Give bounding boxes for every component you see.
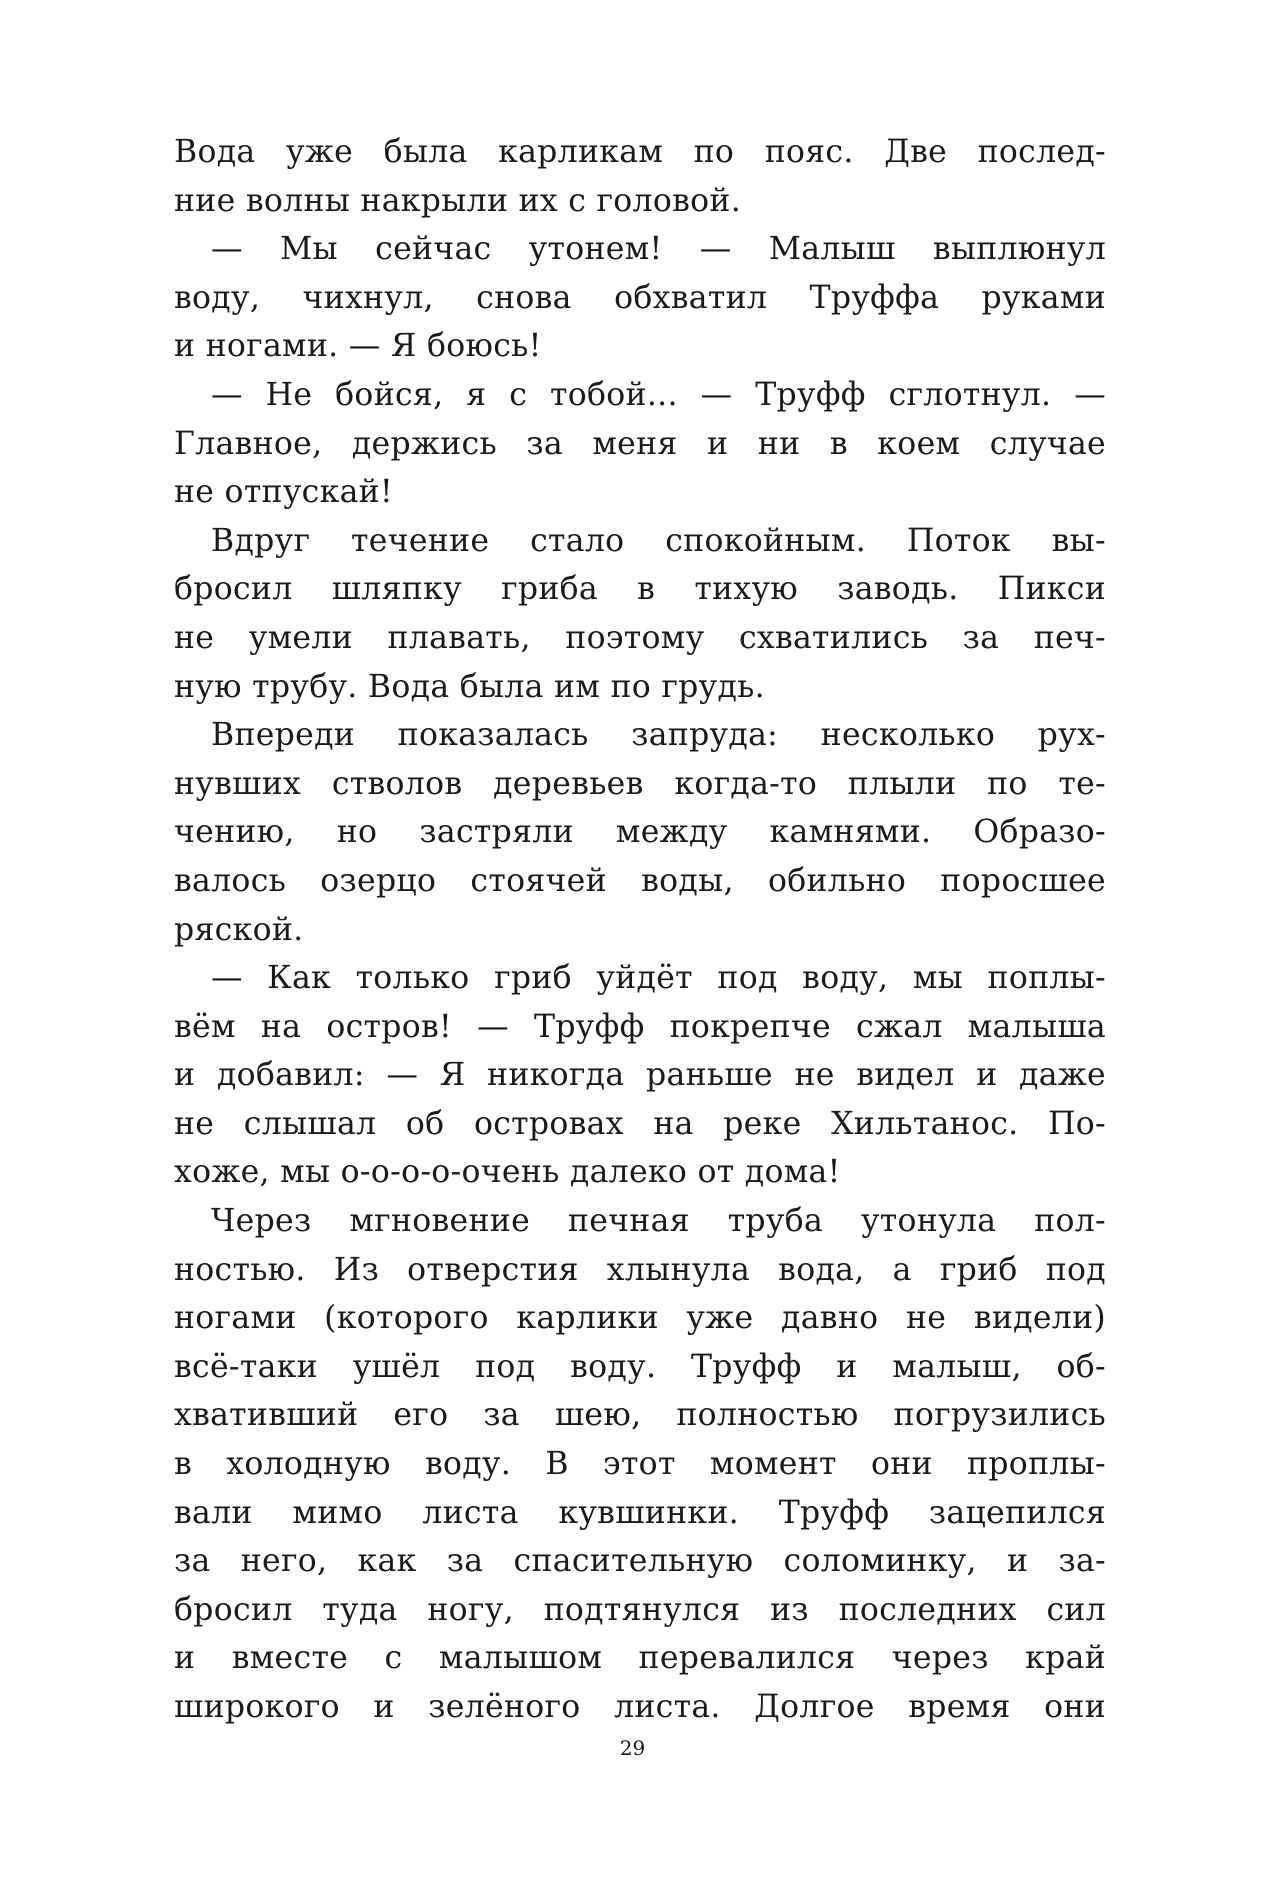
text-line: ногами (которого карлики уже давно не видели) bbox=[174, 1300, 1106, 1337]
text-line: хвативший его за шею, полностью погрузились bbox=[174, 1397, 1106, 1434]
text-line: и ногами. — Я боюсь! bbox=[174, 328, 542, 365]
text-line: Через мгновение печная труба утонула пол- bbox=[211, 1203, 1106, 1240]
text-line: широкого и зелёного листа. Долгое время они bbox=[174, 1689, 1106, 1725]
text-line: всё-таки ушёл под воду. Труфф и малыш, об- bbox=[174, 1348, 1106, 1385]
text-line: нувших стволов деревьев когда-то плыли по те- bbox=[174, 765, 1106, 802]
text-line: Впереди показалась запруда: несколько рух- bbox=[211, 717, 1106, 754]
text-line: воду, чихнул, снова обхватил Труффа руками bbox=[174, 279, 1106, 316]
text-line: бросил туда ногу, подтянулся из последних сил bbox=[174, 1591, 1106, 1628]
text-line: ную трубу. Вода была им по грудь. bbox=[174, 668, 765, 705]
text-line: и вместе с малышом перевалился через край bbox=[174, 1640, 1106, 1677]
text-line: не умели плавать, поэтому схватились за печ- bbox=[174, 619, 1106, 656]
text-line: чению, но застряли между камнями. Образо- bbox=[174, 814, 1106, 851]
text-line: вали мимо листа кувшинки. Труфф зацепился bbox=[174, 1494, 1106, 1531]
text-line: не отпускай! bbox=[174, 474, 393, 511]
text-line: бросил шляпку гриба в тихую заводь. Пикси bbox=[174, 571, 1106, 608]
page-number: 29 bbox=[619, 1736, 646, 1760]
text-line: не слышал об островах на реке Хильтанос. По- bbox=[174, 1105, 1106, 1142]
text-line: ряской. bbox=[174, 911, 304, 948]
text-line: Вода уже была карликам по пояс. Две послед- bbox=[174, 134, 1106, 170]
body-text bbox=[174, 128, 1106, 1732]
text-line: Вдруг течение стало спокойным. Поток вы- bbox=[211, 522, 1106, 559]
text-line: и добавил: — Я никогда раньше не видел и даже bbox=[174, 1057, 1106, 1094]
text-line: в холодную воду. В этот момент они проплы- bbox=[174, 1446, 1106, 1483]
text-line: ние волны накрыли их с головой. bbox=[174, 182, 742, 219]
text-line: за него, как за спасительную соломинку, и за- bbox=[174, 1543, 1106, 1580]
text-line: вём на остров! — Труфф покрепче сжал малыша bbox=[174, 1008, 1106, 1045]
text-line: Главное, держись за меня и ни в коем случае bbox=[174, 425, 1106, 462]
text-line: валось озерцо стоячей воды, обильно поросшее bbox=[174, 862, 1106, 899]
text-line: — Как только гриб уйдёт под воду, мы поплы- bbox=[211, 960, 1106, 997]
text-line: хоже, мы о-о-о-о-очень далеко от дома! bbox=[174, 1154, 841, 1191]
text-line: ностью. Из отверстия хлынула вода, а гриб под bbox=[174, 1251, 1106, 1288]
text-line: — Не бойся, я с тобой... — Труфф сглотнул. — bbox=[211, 376, 1106, 413]
text-line: — Мы сейчас утонем! — Малыш выплюнул bbox=[211, 231, 1106, 268]
